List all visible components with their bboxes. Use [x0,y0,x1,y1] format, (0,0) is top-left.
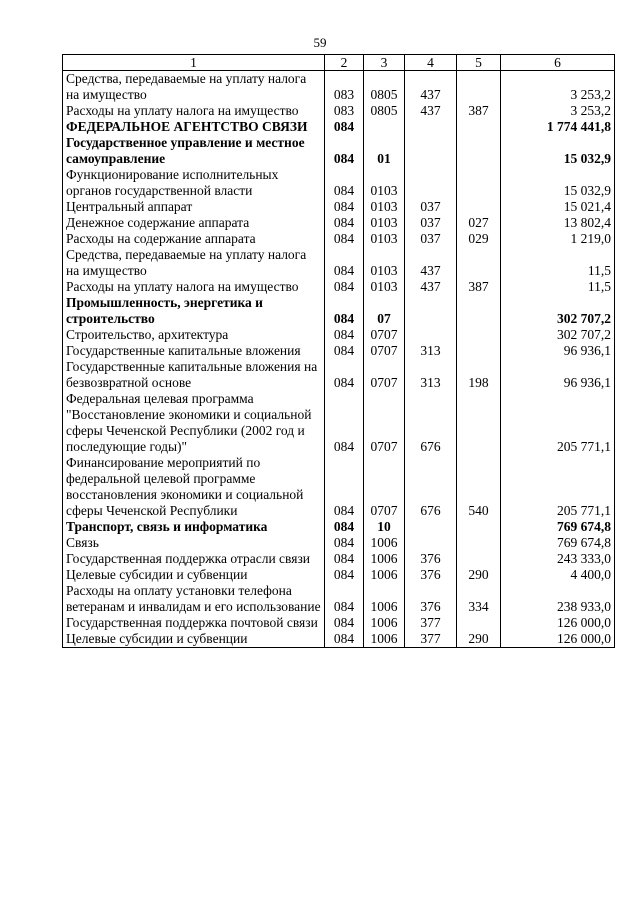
table-row [63,359,615,391]
row-target-code [405,535,457,551]
row-section-code [364,119,405,135]
row-expense-code [457,519,501,535]
row-amount: 96 936,1 [501,359,615,391]
table-row [63,519,615,535]
row-description: Связь [63,535,325,551]
row-amount: 15 032,9 [501,167,615,199]
row-expense-code [457,135,501,167]
table-row [63,215,615,231]
table-row [63,327,615,343]
row-section-code: 1006 [364,631,405,648]
row-amount: 96 936,1 [501,343,615,359]
row-expense-code [457,199,501,215]
row-ministry-code: 083 [325,103,364,119]
table-row [63,119,615,135]
row-description: Промышленность, энергетика и строительство [63,295,325,327]
row-ministry-code: 084 [325,631,364,648]
row-ministry-code: 084 [325,583,364,615]
row-target-code: 437 [405,247,457,279]
row-amount: 13 802,4 [501,215,615,231]
row-amount: 302 707,2 [501,327,615,343]
row-ministry-code: 084 [325,343,364,359]
row-amount: 205 771,1 [501,455,615,519]
row-target-code: 377 [405,631,457,648]
row-description: Государственная поддержка почтовой связи [63,615,325,631]
row-section-code: 01 [364,135,405,167]
row-description: Расходы на оплату установки телефона ветеранам и инвалидам и его использование [63,583,325,615]
row-description: Расходы на содержание аппарата [63,231,325,247]
row-section-code: 0707 [364,391,405,455]
row-target-code: 437 [405,103,457,119]
row-amount: 15 032,9 [501,135,615,167]
table-row [63,567,615,583]
row-description: ФЕДЕРАЛЬНОЕ АГЕНТСТВО СВЯЗИ [63,119,325,135]
row-expense-code: 290 [457,631,501,648]
table-row [63,535,615,551]
row-section-code: 0103 [364,247,405,279]
row-target-code: 437 [405,279,457,295]
table-row [63,103,615,119]
row-target-code: 676 [405,455,457,519]
row-expense-code [457,247,501,279]
column-header: 6 [501,55,615,71]
table-row [63,295,615,327]
column-header: 3 [364,55,405,71]
row-section-code: 0805 [364,103,405,119]
row-amount: 11,5 [501,279,615,295]
row-ministry-code: 084 [325,359,364,391]
table-row [63,247,615,279]
row-target-code [405,327,457,343]
table-row [63,199,615,215]
row-description: Средства, передаваемые на уплату налога на имущество [63,71,325,104]
row-amount: 205 771,1 [501,391,615,455]
row-expense-code: 387 [457,103,501,119]
row-amount: 3 253,2 [501,103,615,119]
row-target-code: 313 [405,359,457,391]
column-header: 5 [457,55,501,71]
row-target-code: 376 [405,551,457,567]
row-expense-code [457,343,501,359]
table-row [63,615,615,631]
row-section-code: 0707 [364,359,405,391]
row-amount: 126 000,0 [501,631,615,648]
row-section-code: 1006 [364,583,405,615]
row-target-code [405,119,457,135]
table-row [63,455,615,519]
row-target-code: 037 [405,199,457,215]
row-section-code: 0707 [364,455,405,519]
column-header: 1 [63,55,325,71]
row-amount: 126 000,0 [501,615,615,631]
row-section-code: 1006 [364,551,405,567]
page-number: 59 [313,35,327,50]
row-ministry-code: 084 [325,231,364,247]
row-ministry-code: 084 [325,247,364,279]
row-ministry-code: 084 [325,295,364,327]
row-section-code: 0805 [364,71,405,104]
row-description: Средства, передаваемые на уплату налога на имущество [63,247,325,279]
row-section-code: 0103 [364,231,405,247]
row-description: Государственное управление и местное самоуправление [63,135,325,167]
row-ministry-code: 084 [325,519,364,535]
row-ministry-code: 083 [325,71,364,104]
table-body [63,71,615,648]
row-expense-code [457,327,501,343]
row-amount: 302 707,2 [501,295,615,327]
row-expense-code [457,295,501,327]
row-description: Расходы на уплату налога на имущество [63,279,325,295]
row-description: Целевые субсидии и субвенции [63,567,325,583]
table-header-row [63,55,615,71]
row-target-code: 376 [405,583,457,615]
table-row [63,551,615,567]
row-description: Целевые субсидии и субвенции [63,631,325,648]
row-ministry-code: 084 [325,135,364,167]
row-amount: 769 674,8 [501,535,615,551]
row-description: Транспорт, связь и информатика [63,519,325,535]
row-target-code: 676 [405,391,457,455]
row-description: Строительство, архитектура [63,327,325,343]
row-amount: 11,5 [501,247,615,279]
row-amount: 1 219,0 [501,231,615,247]
row-amount: 1 774 441,8 [501,119,615,135]
row-description: Государственные капитальные вложения на безвозвратной основе [63,359,325,391]
row-expense-code [457,535,501,551]
row-description: Расходы на уплату налога на имущество [63,103,325,119]
table-row [63,279,615,295]
row-ministry-code: 084 [325,119,364,135]
row-ministry-code: 084 [325,199,364,215]
row-ministry-code: 084 [325,215,364,231]
table-row [63,343,615,359]
row-expense-code: 387 [457,279,501,295]
row-section-code: 1006 [364,567,405,583]
row-target-code: 376 [405,567,457,583]
row-expense-code [457,167,501,199]
row-section-code: 0707 [364,343,405,359]
column-header: 2 [325,55,364,71]
row-ministry-code: 084 [325,551,364,567]
table-row [63,231,615,247]
row-target-code [405,519,457,535]
row-expense-code [457,615,501,631]
row-section-code: 1006 [364,535,405,551]
row-expense-code: 029 [457,231,501,247]
row-section-code: 0103 [364,167,405,199]
row-ministry-code: 084 [325,455,364,519]
row-description: Центральный аппарат [63,199,325,215]
row-expense-code: 290 [457,567,501,583]
row-target-code: 377 [405,615,457,631]
row-amount: 238 933,0 [501,583,615,615]
row-target-code [405,135,457,167]
table-row [63,391,615,455]
row-ministry-code: 084 [325,615,364,631]
row-expense-code [457,71,501,104]
row-description: Государственные капитальные вложения [63,343,325,359]
row-section-code: 1006 [364,615,405,631]
row-ministry-code: 084 [325,391,364,455]
row-expense-code [457,391,501,455]
table-row [63,167,615,199]
row-amount: 243 333,0 [501,551,615,567]
row-target-code: 437 [405,71,457,104]
column-header: 4 [405,55,457,71]
row-description: Государственная поддержка отрасли связи [63,551,325,567]
row-ministry-code: 084 [325,279,364,295]
row-expense-code: 198 [457,359,501,391]
row-amount: 769 674,8 [501,519,615,535]
row-description: Денежное содержание аппарата [63,215,325,231]
row-target-code: 037 [405,231,457,247]
row-section-code: 0103 [364,215,405,231]
row-target-code [405,167,457,199]
table-row [63,135,615,167]
row-ministry-code: 084 [325,535,364,551]
row-amount: 15 021,4 [501,199,615,215]
row-ministry-code: 084 [325,567,364,583]
row-expense-code [457,551,501,567]
row-expense-code: 540 [457,455,501,519]
row-amount: 4 400,0 [501,567,615,583]
row-expense-code [457,119,501,135]
row-description: Федеральная целевая программа "Восстановление экономики и социальной сферы Чеченской Республики (2002 год и последующие годы)" [63,391,325,455]
row-section-code: 10 [364,519,405,535]
row-target-code [405,295,457,327]
row-target-code: 037 [405,215,457,231]
row-target-code: 313 [405,343,457,359]
row-description: Функционирование исполнительных органов государственной власти [63,167,325,199]
row-section-code: 0707 [364,327,405,343]
row-ministry-code: 084 [325,327,364,343]
row-expense-code: 027 [457,215,501,231]
row-expense-code: 334 [457,583,501,615]
row-description: Финансирование мероприятий по федеральной целевой программе восстановления экономики и социальной сферы Чеченской Республики [63,455,325,519]
row-section-code: 0103 [364,199,405,215]
row-ministry-code: 084 [325,167,364,199]
budget-table [62,54,615,648]
row-amount: 3 253,2 [501,71,615,104]
table-row [63,631,615,648]
row-section-code: 0103 [364,279,405,295]
table-row [63,71,615,104]
row-section-code: 07 [364,295,405,327]
table-row [63,583,615,615]
